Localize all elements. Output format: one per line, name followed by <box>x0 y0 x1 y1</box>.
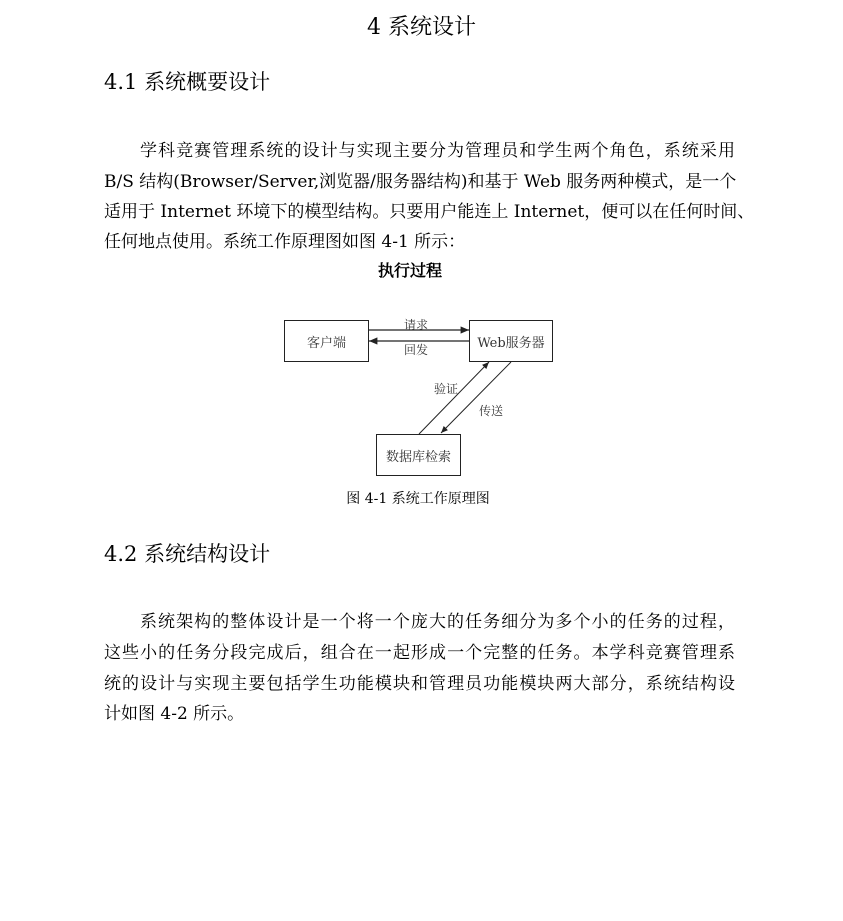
paragraph-line: 任何地点使用。系统工作原理图如图 4-1 所示： <box>104 232 466 252</box>
reply-label: 回发 <box>404 343 429 357</box>
web-server-node: Web服务器 <box>469 320 553 362</box>
paragraph-line: 这些小的任务分段完成后，组合在一起形成一个完整的任务。本学科竞赛管理系 <box>104 643 735 663</box>
section-heading-4-2: 4.2 系统结构设计 <box>104 542 271 566</box>
paragraph-line: 系统架构的整体设计是一个将一个庞大的任务细分为多个小的任务的过程， <box>140 612 735 632</box>
paragraph-line: 学科竞赛管理系统的设计与实现主要分为管理员和学生两个角色，系统采用 <box>140 141 735 161</box>
database-node: 数据库检索 <box>376 434 461 476</box>
client-node: 客户端 <box>284 320 369 362</box>
paragraph-line: 统的设计与实现主要包括学生功能模块和管理员功能模块两大部分，系统结构设 <box>104 674 735 694</box>
request-label: 请求 <box>404 318 429 332</box>
diagram-title: 执行过程 <box>377 261 442 280</box>
verify-label: 验证 <box>434 382 459 396</box>
section-heading-4-1: 4.1 系统概要设计 <box>104 70 271 94</box>
verify-arrow <box>419 362 489 434</box>
figure-caption: 图 4-1 系统工作原理图 <box>346 491 490 507</box>
transmit-arrow <box>441 362 511 433</box>
chapter-title: 4 系统设计 <box>367 15 476 40</box>
paragraph-line: 计如图 4-2 所示。 <box>104 704 245 724</box>
paragraph-line: B/S 结构(Browser/Server,浏览器/服务器结构)和基于 Web 服务两种模式，是一个 <box>104 172 737 192</box>
paragraph-line: 适用于 Internet 环境下的模型结构。只要用户能连上 Internet，便可以在任何时间、 <box>104 202 755 222</box>
transmit-label: 传送 <box>479 404 504 418</box>
